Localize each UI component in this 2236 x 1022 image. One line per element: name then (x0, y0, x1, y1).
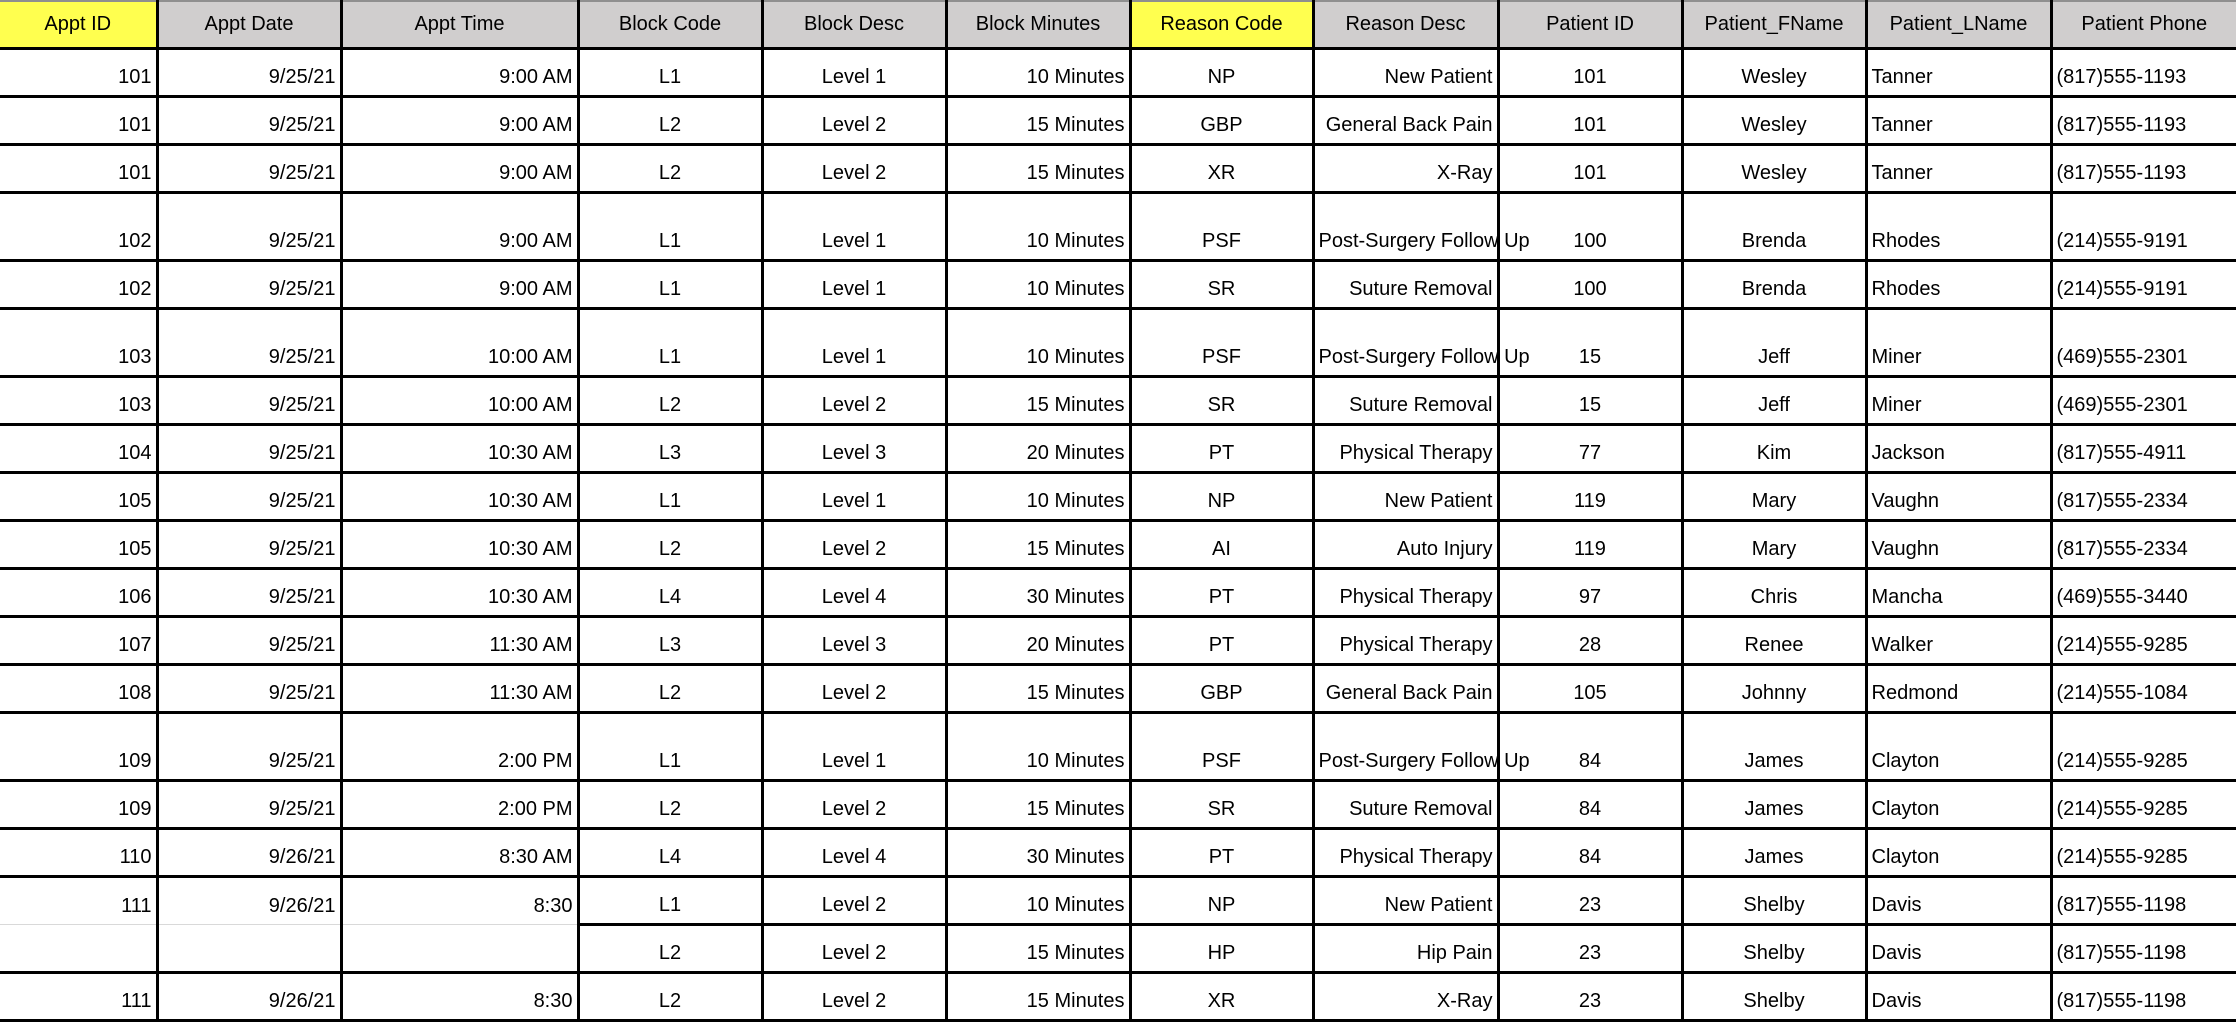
cell-appt-id[interactable]: 101 (0, 96, 157, 144)
cell-block-desc[interactable]: Level 1 (762, 712, 946, 780)
cell-block-code[interactable]: L2 (578, 664, 762, 712)
cell-patient-lname[interactable]: Miner (1866, 376, 2051, 424)
cell-appt-id[interactable]: 106 (0, 568, 157, 616)
cell-reason-code[interactable]: XR (1130, 144, 1313, 192)
cell-patient-phone[interactable]: (469)555-3440 (2051, 568, 2236, 616)
cell-block-desc[interactable]: Level 2 (762, 876, 946, 924)
cell-appt-id[interactable]: 111 (0, 972, 157, 1020)
cell-reason-code[interactable]: PT (1130, 616, 1313, 664)
cell-appt-date[interactable]: 9/25/21 (157, 712, 341, 780)
cell-reason-code[interactable]: NP (1130, 472, 1313, 520)
cell-patient-phone[interactable]: (817)555-1193 (2051, 96, 2236, 144)
cell-block-code[interactable]: L2 (578, 924, 762, 972)
cell-patient-fname[interactable]: Jeff (1682, 308, 1866, 376)
cell-reason-desc[interactable]: Physical Therapy (1313, 828, 1498, 876)
cell-appt-time[interactable]: 10:00 AM (341, 376, 578, 424)
cell-appt-time[interactable]: 2:00 PM (341, 712, 578, 780)
cell-block-desc[interactable]: Level 2 (762, 520, 946, 568)
cell-patient-phone[interactable]: (817)555-4911 (2051, 424, 2236, 472)
cell-block-minutes[interactable]: 15 Minutes (946, 520, 1130, 568)
cell-patient-phone[interactable]: (214)555-9285 (2051, 616, 2236, 664)
header-block-desc[interactable]: Block Desc (762, 1, 946, 48)
cell-patient-fname[interactable]: Jeff (1682, 376, 1866, 424)
header-block-minutes[interactable]: Block Minutes (946, 1, 1130, 48)
cell-block-code[interactable]: L1 (578, 876, 762, 924)
cell-block-desc[interactable]: Level 1 (762, 260, 946, 308)
cell-appt-id[interactable]: 101 (0, 144, 157, 192)
cell-appt-date[interactable]: 9/25/21 (157, 144, 341, 192)
cell-reason-desc[interactable]: Physical Therapy (1313, 568, 1498, 616)
cell-patient-lname[interactable]: Miner (1866, 308, 2051, 376)
cell-patient-id[interactable]: 23 (1498, 876, 1682, 924)
cell-block-code[interactable]: L2 (578, 972, 762, 1020)
cell-appt-date[interactable]: 9/25/21 (157, 308, 341, 376)
cell-patient-fname[interactable]: Chris (1682, 568, 1866, 616)
cell-patient-id[interactable]: 84 (1498, 712, 1682, 780)
table-row (0, 376, 2236, 424)
cell-appt-id[interactable]: 109 (0, 780, 157, 828)
cell-patient-lname[interactable]: Redmond (1866, 664, 2051, 712)
cell-appt-time[interactable]: 9:00 AM (341, 96, 578, 144)
cell-appt-time[interactable]: 8:30 (341, 972, 578, 1020)
cell-block-minutes[interactable]: 10 Minutes (946, 472, 1130, 520)
cell-patient-id[interactable]: 23 (1498, 924, 1682, 972)
cell-block-minutes[interactable]: 30 Minutes (946, 828, 1130, 876)
cell-block-desc[interactable]: Level 1 (762, 308, 946, 376)
cell-appt-date[interactable]: 9/25/21 (157, 568, 341, 616)
table-row (0, 48, 2236, 96)
cell-block-code[interactable]: L1 (578, 48, 762, 96)
cell-patient-id[interactable]: 101 (1498, 96, 1682, 144)
cell-reason-desc[interactable]: Post-Surgery Follow Up (1313, 712, 1498, 780)
cell-appt-id[interactable]: 102 (0, 192, 157, 260)
cell-reason-desc[interactable]: General Back Pain (1313, 96, 1498, 144)
cell-reason-desc[interactable]: Post-Surgery Follow Up (1313, 192, 1498, 260)
cell-appt-date[interactable]: 9/26/21 (157, 828, 341, 876)
cell-patient-fname[interactable]: Renee (1682, 616, 1866, 664)
cell-patient-id[interactable]: 15 (1498, 308, 1682, 376)
cell-patient-phone[interactable]: (469)555-2301 (2051, 308, 2236, 376)
cell-appt-time[interactable]: 8:30 (341, 876, 578, 924)
cell-block-desc[interactable]: Level 2 (762, 972, 946, 1020)
cell-patient-phone[interactable]: (817)555-2334 (2051, 472, 2236, 520)
table-row (0, 924, 2236, 972)
cell-block-desc[interactable]: Level 2 (762, 780, 946, 828)
cell-appt-date[interactable]: 9/26/21 (157, 876, 341, 924)
cell-patient-id[interactable]: 105 (1498, 664, 1682, 712)
cell-appt-time[interactable]: 9:00 AM (341, 144, 578, 192)
cell-block-minutes[interactable]: 15 Minutes (946, 924, 1130, 972)
cell-appt-id[interactable] (0, 924, 157, 972)
cell-block-code[interactable]: L3 (578, 424, 762, 472)
cell-appt-id[interactable]: 101 (0, 48, 157, 96)
cell-patient-id[interactable]: 100 (1498, 192, 1682, 260)
cell-patient-lname[interactable]: Clayton (1866, 828, 2051, 876)
cell-reason-code[interactable]: XR (1130, 972, 1313, 1020)
cell-appt-time[interactable] (341, 924, 578, 972)
table-row (0, 96, 2236, 144)
cell-appt-time[interactable]: 10:30 AM (341, 568, 578, 616)
cell-reason-code[interactable]: PSF (1130, 192, 1313, 260)
cell-patient-id[interactable]: 119 (1498, 472, 1682, 520)
cell-reason-desc[interactable]: Suture Removal (1313, 376, 1498, 424)
header-appt-time[interactable]: Appt Time (341, 1, 578, 48)
cell-block-code[interactable]: L2 (578, 376, 762, 424)
cell-appt-id[interactable]: 105 (0, 472, 157, 520)
cell-patient-phone[interactable]: (214)555-9285 (2051, 780, 2236, 828)
table-row (0, 664, 2236, 712)
cell-patient-id[interactable]: 119 (1498, 520, 1682, 568)
cell-appt-id[interactable]: 102 (0, 260, 157, 308)
cell-reason-desc[interactable]: X-Ray (1313, 144, 1498, 192)
cell-appt-date[interactable]: 9/25/21 (157, 192, 341, 260)
cell-patient-lname[interactable]: Tanner (1866, 96, 2051, 144)
cell-block-desc[interactable]: Level 1 (762, 48, 946, 96)
cell-reason-code[interactable]: SR (1130, 376, 1313, 424)
header-appt-date[interactable]: Appt Date (157, 1, 341, 48)
cell-appt-time[interactable]: 11:30 AM (341, 616, 578, 664)
cell-block-code[interactable]: L1 (578, 472, 762, 520)
cell-patient-id[interactable]: 97 (1498, 568, 1682, 616)
cell-block-desc[interactable]: Level 2 (762, 96, 946, 144)
cell-block-minutes[interactable]: 10 Minutes (946, 192, 1130, 260)
cell-reason-desc[interactable]: Suture Removal (1313, 260, 1498, 308)
cell-reason-code[interactable]: AI (1130, 520, 1313, 568)
cell-appt-id[interactable]: 108 (0, 664, 157, 712)
header-block-code[interactable]: Block Code (578, 1, 762, 48)
cell-appt-time[interactable]: 2:00 PM (341, 780, 578, 828)
header-patient-lname[interactable]: Patient_LName (1866, 1, 2051, 48)
cell-patient-fname[interactable]: Wesley (1682, 48, 1866, 96)
cell-block-code[interactable]: L4 (578, 568, 762, 616)
cell-reason-desc[interactable]: New Patient (1313, 48, 1498, 96)
cell-block-desc[interactable]: Level 1 (762, 192, 946, 260)
cell-patient-id[interactable]: 101 (1498, 144, 1682, 192)
header-patient-id[interactable]: Patient ID (1498, 1, 1682, 48)
table-row (0, 144, 2236, 192)
cell-patient-id[interactable]: 84 (1498, 780, 1682, 828)
table-row (0, 424, 2236, 472)
cell-patient-phone[interactable]: (214)555-9191 (2051, 260, 2236, 308)
cell-patient-fname[interactable]: Shelby (1682, 972, 1866, 1020)
cell-reason-desc[interactable]: Physical Therapy (1313, 424, 1498, 472)
cell-block-desc[interactable]: Level 3 (762, 616, 946, 664)
cell-patient-id[interactable]: 28 (1498, 616, 1682, 664)
cell-patient-lname[interactable]: Clayton (1866, 780, 2051, 828)
cell-block-minutes[interactable]: 15 Minutes (946, 96, 1130, 144)
cell-block-code[interactable]: L2 (578, 780, 762, 828)
cell-appt-id[interactable]: 104 (0, 424, 157, 472)
cell-block-code[interactable]: L1 (578, 308, 762, 376)
table-body (0, 48, 2236, 1020)
cell-block-code[interactable]: L1 (578, 712, 762, 780)
table-row (0, 192, 2236, 260)
cell-reason-desc[interactable]: Physical Therapy (1313, 616, 1498, 664)
cell-block-minutes[interactable]: 10 Minutes (946, 308, 1130, 376)
cell-patient-fname[interactable]: Wesley (1682, 144, 1866, 192)
table-row (0, 520, 2236, 568)
cell-block-minutes[interactable]: 15 Minutes (946, 664, 1130, 712)
cell-reason-code[interactable]: HP (1130, 924, 1313, 972)
cell-appt-time[interactable]: 10:00 AM (341, 308, 578, 376)
cell-appt-date[interactable]: 9/25/21 (157, 260, 341, 308)
cell-appt-date[interactable]: 9/26/21 (157, 972, 341, 1020)
header-appt-id[interactable]: Appt ID (0, 1, 157, 48)
cell-block-minutes[interactable]: 15 Minutes (946, 972, 1130, 1020)
cell-patient-fname[interactable]: Brenda (1682, 260, 1866, 308)
cell-reason-desc[interactable]: Hip Pain (1313, 924, 1498, 972)
cell-block-desc[interactable]: Level 2 (762, 144, 946, 192)
cell-patient-id[interactable]: 101 (1498, 48, 1682, 96)
cell-block-minutes[interactable]: 30 Minutes (946, 568, 1130, 616)
cell-patient-id[interactable]: 77 (1498, 424, 1682, 472)
cell-reason-desc[interactable]: New Patient (1313, 472, 1498, 520)
header-reason-desc[interactable]: Reason Desc (1313, 1, 1498, 48)
cell-patient-phone[interactable]: (214)555-9191 (2051, 192, 2236, 260)
cell-patient-fname[interactable]: James (1682, 828, 1866, 876)
cell-reason-desc[interactable]: Post-Surgery Follow Up (1313, 308, 1498, 376)
cell-block-code[interactable]: L2 (578, 520, 762, 568)
table-row (0, 260, 2236, 308)
cell-block-desc[interactable]: Level 4 (762, 828, 946, 876)
cell-reason-desc[interactable]: General Back Pain (1313, 664, 1498, 712)
cell-appt-time[interactable]: 10:30 AM (341, 472, 578, 520)
table-row (0, 712, 2236, 780)
cell-block-code[interactable]: L1 (578, 192, 762, 260)
cell-block-minutes[interactable]: 15 Minutes (946, 780, 1130, 828)
cell-reason-code[interactable]: NP (1130, 876, 1313, 924)
cell-patient-id[interactable]: 15 (1498, 376, 1682, 424)
cell-block-desc[interactable]: Level 2 (762, 376, 946, 424)
cell-reason-code[interactable]: PSF (1130, 308, 1313, 376)
cell-patient-lname[interactable]: Tanner (1866, 144, 2051, 192)
table-row (0, 972, 2236, 1020)
cell-block-desc[interactable]: Level 3 (762, 424, 946, 472)
cell-patient-phone[interactable]: (214)555-9285 (2051, 712, 2236, 780)
cell-patient-fname[interactable]: Mary (1682, 520, 1866, 568)
cell-appt-date[interactable]: 9/25/21 (157, 780, 341, 828)
cell-reason-code[interactable]: NP (1130, 48, 1313, 96)
cell-patient-phone[interactable]: (817)555-1193 (2051, 144, 2236, 192)
cell-patient-fname[interactable]: Mary (1682, 472, 1866, 520)
cell-block-code[interactable]: L1 (578, 260, 762, 308)
cell-appt-id[interactable]: 107 (0, 616, 157, 664)
cell-reason-code[interactable]: SR (1130, 260, 1313, 308)
header-reason-code[interactable]: Reason Code (1130, 1, 1313, 48)
cell-appt-time[interactable]: 8:30 AM (341, 828, 578, 876)
cell-patient-phone[interactable]: (817)555-1193 (2051, 48, 2236, 96)
cell-patient-lname[interactable]: Davis (1866, 972, 2051, 1020)
cell-patient-lname[interactable]: Jackson (1866, 424, 2051, 472)
cell-block-minutes[interactable]: 10 Minutes (946, 876, 1130, 924)
cell-appt-date[interactable]: 9/25/21 (157, 664, 341, 712)
cell-appt-time[interactable]: 9:00 AM (341, 192, 578, 260)
cell-patient-phone[interactable]: (214)555-9285 (2051, 828, 2236, 876)
cell-block-minutes[interactable]: 15 Minutes (946, 144, 1130, 192)
cell-block-minutes[interactable]: 10 Minutes (946, 48, 1130, 96)
cell-patient-lname[interactable]: Tanner (1866, 48, 2051, 96)
cell-block-code[interactable]: L2 (578, 96, 762, 144)
cell-appt-id[interactable]: 109 (0, 712, 157, 780)
cell-block-desc[interactable]: Level 2 (762, 924, 946, 972)
cell-patient-fname[interactable]: Wesley (1682, 96, 1866, 144)
header-patient-phone[interactable]: Patient Phone (2051, 1, 2236, 48)
cell-block-code[interactable]: L4 (578, 828, 762, 876)
cell-appt-time[interactable]: 11:30 AM (341, 664, 578, 712)
cell-reason-code[interactable]: GBP (1130, 96, 1313, 144)
table-row (0, 780, 2236, 828)
table-row (0, 472, 2236, 520)
cell-block-desc[interactable]: Level 1 (762, 472, 946, 520)
cell-reason-code[interactable]: PT (1130, 424, 1313, 472)
cell-appt-date[interactable]: 9/25/21 (157, 96, 341, 144)
table-row (0, 828, 2236, 876)
cell-block-minutes[interactable]: 20 Minutes (946, 424, 1130, 472)
cell-patient-id[interactable]: 100 (1498, 260, 1682, 308)
cell-block-code[interactable]: L3 (578, 616, 762, 664)
cell-reason-code[interactable]: PT (1130, 828, 1313, 876)
cell-patient-phone[interactable]: (817)555-1198 (2051, 972, 2236, 1020)
table-row (0, 308, 2236, 376)
cell-appt-id[interactable]: 103 (0, 308, 157, 376)
cell-patient-id[interactable]: 84 (1498, 828, 1682, 876)
cell-appt-date[interactable]: 9/25/21 (157, 472, 341, 520)
cell-block-minutes[interactable]: 10 Minutes (946, 260, 1130, 308)
cell-appt-time[interactable]: 9:00 AM (341, 48, 578, 96)
cell-reason-code[interactable]: SR (1130, 780, 1313, 828)
cell-patient-lname[interactable]: Rhodes (1866, 192, 2051, 260)
cell-reason-desc[interactable]: Suture Removal (1313, 780, 1498, 828)
header-row (0, 1, 2236, 48)
table-row (0, 616, 2236, 664)
cell-patient-fname[interactable]: Johnny (1682, 664, 1866, 712)
cell-appt-time[interactable]: 10:30 AM (341, 424, 578, 472)
cell-patient-lname[interactable]: Rhodes (1866, 260, 2051, 308)
cell-appt-date[interactable] (157, 924, 341, 972)
cell-patient-phone[interactable]: (469)555-2301 (2051, 376, 2236, 424)
cell-appt-date[interactable]: 9/25/21 (157, 424, 341, 472)
cell-patient-fname[interactable]: Shelby (1682, 876, 1866, 924)
cell-block-minutes[interactable]: 10 Minutes (946, 712, 1130, 780)
cell-patient-lname[interactable]: Vaughn (1866, 472, 2051, 520)
cell-patient-lname[interactable]: Clayton (1866, 712, 2051, 780)
cell-appt-time[interactable]: 10:30 AM (341, 520, 578, 568)
cell-patient-fname[interactable]: James (1682, 780, 1866, 828)
cell-block-minutes[interactable]: 15 Minutes (946, 376, 1130, 424)
cell-patient-id[interactable]: 23 (1498, 972, 1682, 1020)
cell-block-minutes[interactable]: 20 Minutes (946, 616, 1130, 664)
cell-patient-fname[interactable]: Brenda (1682, 192, 1866, 260)
cell-block-code[interactable]: L2 (578, 144, 762, 192)
cell-patient-phone[interactable]: (817)555-1198 (2051, 924, 2236, 972)
cell-reason-desc[interactable]: New Patient (1313, 876, 1498, 924)
cell-reason-code[interactable]: PT (1130, 568, 1313, 616)
cell-patient-phone[interactable]: (817)555-1198 (2051, 876, 2236, 924)
cell-appt-date[interactable]: 9/25/21 (157, 616, 341, 664)
cell-patient-lname[interactable]: Vaughn (1866, 520, 2051, 568)
table-row (0, 876, 2236, 924)
cell-appt-id[interactable]: 103 (0, 376, 157, 424)
cell-reason-code[interactable]: GBP (1130, 664, 1313, 712)
cell-appt-date[interactable]: 9/25/21 (157, 376, 341, 424)
cell-patient-phone[interactable]: (817)555-2334 (2051, 520, 2236, 568)
cell-patient-lname[interactable]: Davis (1866, 924, 2051, 972)
cell-appt-time[interactable]: 9:00 AM (341, 260, 578, 308)
cell-block-desc[interactable]: Level 2 (762, 664, 946, 712)
cell-reason-desc[interactable]: Auto Injury (1313, 520, 1498, 568)
cell-appt-date[interactable]: 9/25/21 (157, 520, 341, 568)
cell-patient-fname[interactable]: Kim (1682, 424, 1866, 472)
cell-appt-date[interactable]: 9/25/21 (157, 48, 341, 96)
cell-reason-code[interactable]: PSF (1130, 712, 1313, 780)
cell-patient-fname[interactable]: James (1682, 712, 1866, 780)
cell-patient-lname[interactable]: Walker (1866, 616, 2051, 664)
cell-appt-id[interactable]: 111 (0, 876, 157, 924)
header-patient-fname[interactable]: Patient_FName (1682, 1, 1866, 48)
cell-patient-lname[interactable]: Davis (1866, 876, 2051, 924)
cell-patient-lname[interactable]: Mancha (1866, 568, 2051, 616)
table-row (0, 568, 2236, 616)
cell-appt-id[interactable]: 105 (0, 520, 157, 568)
cell-reason-desc[interactable]: X-Ray (1313, 972, 1498, 1020)
cell-appt-id[interactable]: 110 (0, 828, 157, 876)
cell-block-desc[interactable]: Level 4 (762, 568, 946, 616)
cell-patient-phone[interactable]: (214)555-1084 (2051, 664, 2236, 712)
cell-patient-fname[interactable]: Shelby (1682, 924, 1866, 972)
